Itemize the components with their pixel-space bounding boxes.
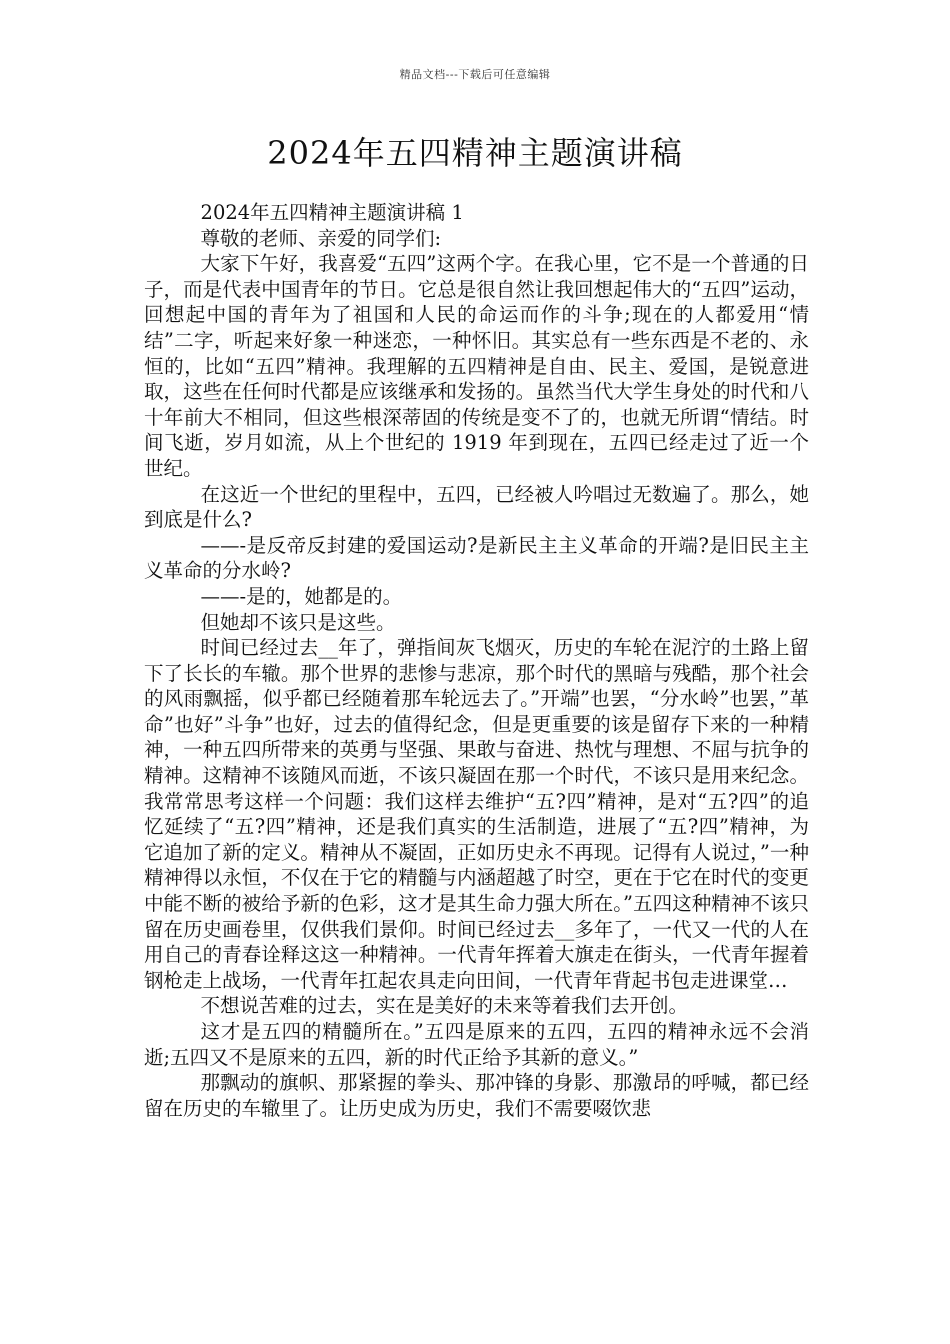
body-paragraph: 时间已经过去__年了，弹指间灰飞烟灭，历史的车轮在泥泞的土路上留下了长长的车辙。那个世界的悲惨与悲凉，那个时代的黑暗与残酷，那个社会的风雨飘摇，似乎都已经随着那车轮远去了。”开端”也罢，“分水岭”也罢，”革命”也好”斗争”也好，过去的值得纪念，但是更重要的该是留存下来的一种精神，一种五四所带来的英勇与坚强、果敢与奋进、热忱与理想、不屈与抗争的精神。这精神不该随风而逝，不该只凝固在那一个时代，不该只是用来纪念。我常常思考这样一个问题：我们这样去维护“五?四”精神，是对“五?四”的追忆延续了“五?四”精神，还是我们真实的生活制造，进展了“五?四”精神，为它追加了新的定义。精神从不凝固，正如历史永不再现。记得有人说过，”一种精神得以永恒，不仅在于它的精髓与内涵超越了时空，更在于它在时代的变更中能不断的被给予新的色彩，这才是其生命力强大所在。”五四这种精神不该只留在历史画卷里，仅供我们景仰。时间已经过去__多年了，一代又一代的人在用自己的青春诠释这这一种精神。一代青年挥着大旗走在街头，一代青年握着钢枪走上战场，一代青年扛起农具走向田间，一代青年背起书包走进课堂… <box>144 636 809 992</box>
salutation-paragraph: 尊敬的老师、亲爱的同学们: <box>200 226 442 250</box>
body-paragraph: 不想说苦难的过去，实在是美好的未来等着我们去开创。 <box>200 994 689 1018</box>
document-body <box>144 200 809 1121</box>
body-paragraph: ——-是反帝反封建的爱国运动?是新民主主义革命的开端?是旧民主主义革命的分水岭? <box>144 533 809 583</box>
body-paragraph: ——-是的，她都是的。 <box>200 584 403 608</box>
body-paragraph: 但她却不该只是这些。 <box>200 610 396 634</box>
document-title: 2024年五四精神主题演讲稿 <box>267 134 683 172</box>
body-paragraph: 在这近一个世纪的里程中，五四，已经被人吟唱过无数遍了。那么，她到底是什么? <box>144 482 809 532</box>
body-paragraph: 这才是五四的精髓所在。”五四是原来的五四，五四的精神永远不会消逝;五四又不是原来的五四，新的时代正给予其新的意义。” <box>144 1020 809 1069</box>
header-note: 精品文档---下载后可任意编辑 <box>399 68 551 81</box>
body-paragraph: 大家下午好，我喜爱“五四”这两个字。在我心里，它不是一个普通的日子，而是代表中国青年的节日。它总是很自然让我回想起伟大的“五四”运动，回想起中国的青年为了祖国和人民的命运而作的斗争;现在的人都爱用“情结”二字，听起来好象一种迷恋，一种怀旧。其实总有一些东西是不老的、永恒的，比如“五四”精神。我理解的五四精神是自由、民主、爱国，是锐意进取，这些在任何时代都是应该继承和发扬的。虽然当代大学生身处的时代和八十年前大不相同，但这些根深蒂固的传统是变不了的，也就无所谓“情结。时间飞逝，岁月如流，从上个世纪的 1919 年到现在，五四已经走过了近一个世纪。 <box>144 252 809 480</box>
body-paragraph: 那飘动的旗帜、那紧握的拳头、那冲锋的身影、那激昂的呼喊，都已经留在历史的车辙里了。让历史成为历史，我们不需要啜饮悲 <box>144 1071 809 1120</box>
subtitle-paragraph: 2024年五四精神主题演讲稿 1 <box>200 201 464 224</box>
